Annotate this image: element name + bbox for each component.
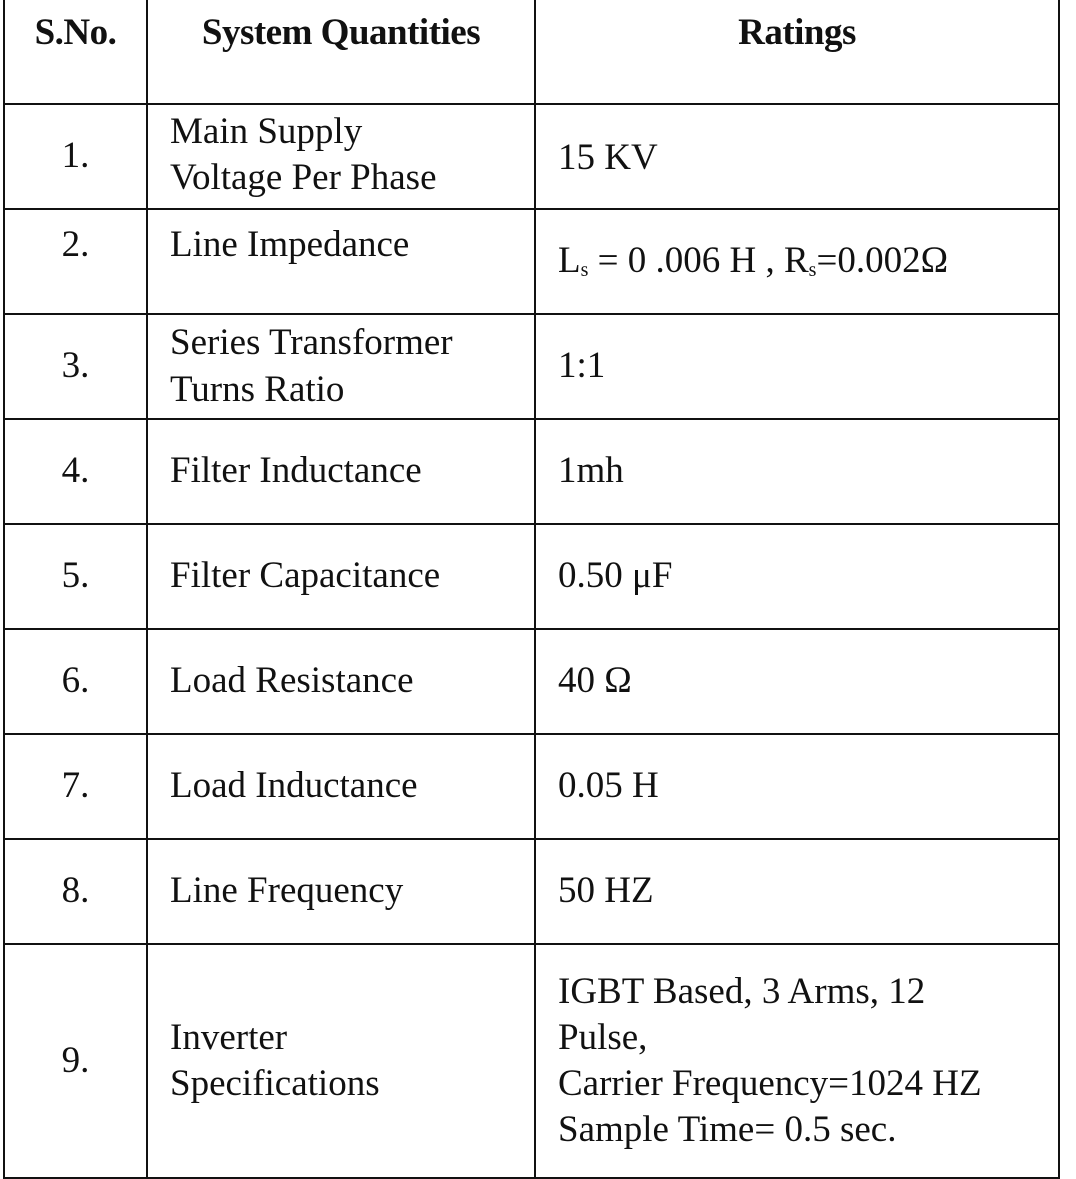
rating-cell: 1:1: [535, 314, 1059, 419]
rating-cell: 40 Ω: [535, 629, 1059, 734]
sno-cell: 3.: [4, 314, 147, 419]
quantity-line: Specifications: [170, 1063, 380, 1104]
quantity-cell: Line Frequency: [147, 839, 535, 944]
system-ratings-table: [3, 0, 1060, 1179]
sno-cell: 4.: [4, 419, 147, 524]
rating-subscript: s: [580, 259, 589, 282]
quantity-cell: Load Inductance: [147, 734, 535, 839]
rating-cell: [535, 209, 1059, 314]
rating-cell: 0.05 H: [535, 734, 1059, 839]
rating-cell: 50 HZ: [535, 839, 1059, 944]
quantity-line: Inverter: [170, 1016, 288, 1058]
header-ratings: Ratings: [535, 0, 1059, 104]
table-row: [4, 314, 1059, 419]
rating-cell: [535, 944, 1059, 1178]
table-row: [4, 734, 1059, 839]
rating-line: Sample Time= 0.5 sec.: [558, 1109, 897, 1151]
table-row: [4, 839, 1059, 944]
rating-line: Pulse,: [558, 1016, 648, 1058]
sno-cell: 2.: [4, 209, 147, 314]
quantity-cell: Line Impedance: [147, 209, 535, 314]
sno-cell: 6.: [4, 629, 147, 734]
quantity-line: Voltage Per Phase: [170, 157, 437, 199]
quantity-cell: [147, 104, 535, 209]
sno-cell: 9.: [4, 944, 147, 1178]
quantity-line: Turns Ratio: [170, 368, 345, 410]
sno-cell: 1.: [4, 104, 147, 209]
quantity-cell: Filter Inductance: [147, 419, 535, 524]
table-row: [4, 419, 1059, 524]
table-row: [4, 944, 1059, 1178]
rating-subscript: s: [808, 259, 817, 282]
header-sno: S.No.: [4, 0, 147, 104]
table-row: [4, 524, 1059, 629]
header-row: [4, 0, 1059, 104]
quantity-cell: Filter Capacitance: [147, 524, 535, 629]
quantity-line: Series Transformer: [170, 322, 453, 364]
sno-cell: 7.: [4, 734, 147, 839]
rating-line: Carrier Frequency=1024 HZ: [558, 1063, 982, 1104]
sno-cell: 8.: [4, 839, 147, 944]
table-row: [4, 629, 1059, 734]
rating-part: =0.002Ω: [816, 240, 949, 282]
quantity-cell: Load Resistance: [147, 629, 535, 734]
rating-cell: 1mh: [535, 419, 1059, 524]
rating-line: IGBT Based, 3 Arms, 12: [558, 970, 926, 1012]
header-quantity: System Quantities: [147, 0, 535, 104]
sno-cell: 5.: [4, 524, 147, 629]
quantity-line: Main Supply: [170, 111, 363, 152]
rating-cell: 15 KV: [535, 104, 1059, 209]
rating-cell: 0.50 μF: [535, 524, 1059, 629]
quantity-cell: [147, 314, 535, 419]
quantity-cell: [147, 944, 535, 1178]
table-row: [4, 104, 1059, 209]
rating-part: = 0 .006 H , R: [588, 240, 809, 282]
rating-part: L: [558, 240, 581, 282]
table-row: [4, 209, 1059, 314]
